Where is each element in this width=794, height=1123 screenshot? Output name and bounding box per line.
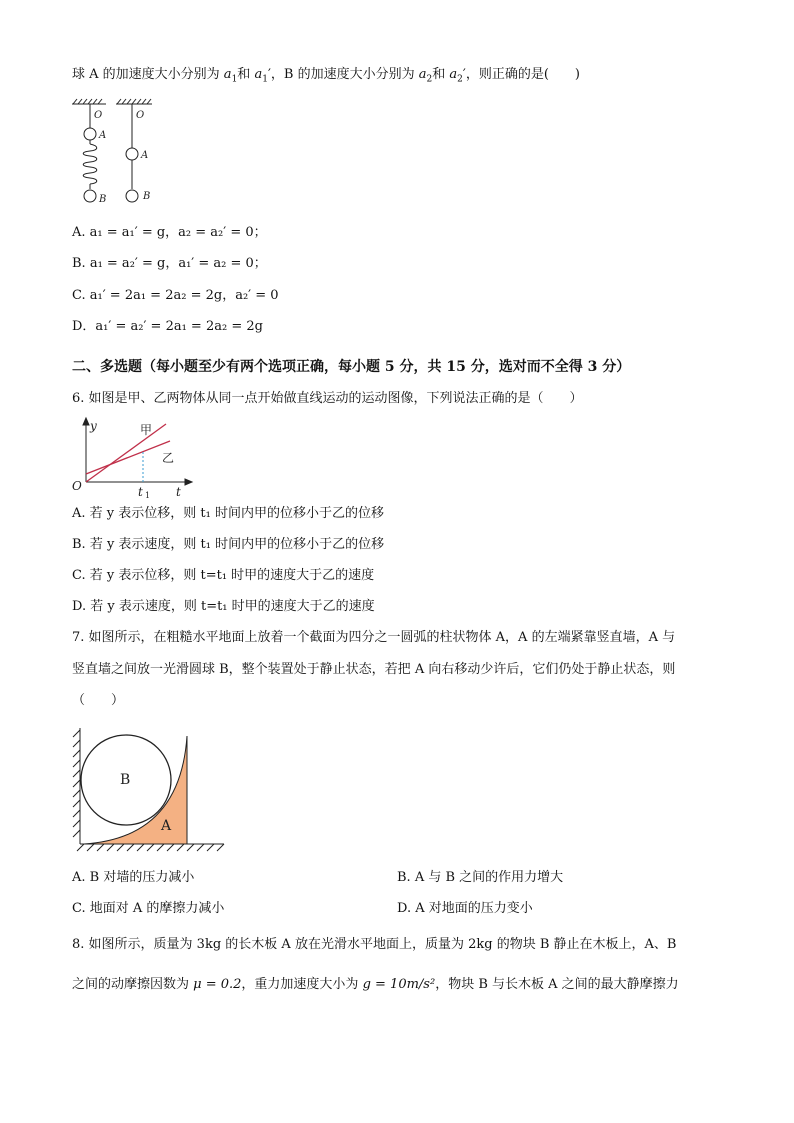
label-t: t bbox=[176, 485, 181, 498]
q5-spring-figure bbox=[70, 98, 180, 210]
q5-and2: 和 bbox=[432, 67, 450, 82]
q8-mass-b: 2kg bbox=[468, 937, 493, 952]
q8-mu: μ = 0.2 bbox=[193, 977, 242, 992]
line-jia bbox=[86, 424, 166, 482]
q8-text-1c: 的物块 B 静止在木板上，A、B bbox=[492, 937, 677, 952]
q7-stem-line1: 7. 如图所示，在粗糙水平地面上放着一个截面为四分之一圆弧的柱状物体 A，A 的左端紧靠竖直墙，A 与 bbox=[72, 630, 676, 645]
q8-text-1b: 的长木板 A 放在光滑水平地面上，质量为 bbox=[221, 937, 469, 952]
q7-wall-figure bbox=[70, 726, 232, 854]
q6-option-a: A. 若 y 表示位移，则 t₁ 时间内甲的位移小于乙的位移 bbox=[72, 506, 384, 521]
q5-and: 和 bbox=[237, 67, 255, 82]
t-axis-arrow bbox=[185, 479, 192, 485]
q6-stem: 6. 如图是甲、乙两物体从同一点开始做直线运动的运动图像，下列说法正确的是（ ） bbox=[72, 391, 583, 406]
label-a-right: A bbox=[141, 150, 149, 161]
label-t1-sub: 1 bbox=[145, 491, 151, 498]
q5-stem: 球 A 的加速度大小分别为 $a_1$和 $a_1'$，B 的加速度大小分别为 $a_2$和 $a_2'$，则正确的是( ) bbox=[72, 67, 580, 85]
q8-g: g = 10m/s² bbox=[362, 977, 436, 992]
q5-option-a: A. a₁ = a₁′ = g，a₂ = a₂′ = 0； bbox=[72, 225, 267, 240]
y-axis-arrow bbox=[83, 418, 89, 425]
label-origin: O bbox=[72, 479, 82, 493]
q5-mid: ，B 的加速度大小分别为 bbox=[270, 67, 419, 82]
q8-stem-line2 bbox=[72, 976, 679, 994]
q5-a1p: a bbox=[254, 67, 263, 82]
q5-a2: a bbox=[418, 67, 427, 82]
q7-stem-line3: （ ） bbox=[72, 693, 125, 708]
q8-text-2c: ，物块 B 与长木板 A 之间的最大静摩擦力 bbox=[435, 977, 679, 992]
q5-stem-text: 球 A 的加速度大小分别为 bbox=[72, 67, 224, 82]
label-b-right: B bbox=[143, 191, 151, 202]
q7-option-b: B. A 与 B 之间的作用力增大 bbox=[397, 870, 564, 885]
q6-option-d: D. 若 y 表示速度，则 t=t₁ 时甲的速度大于乙的速度 bbox=[72, 599, 375, 614]
q7-option-c: C. 地面对 A 的摩擦力减小 bbox=[72, 901, 225, 916]
ball-a-right bbox=[126, 148, 138, 160]
q5-a2p-sub: 2 bbox=[457, 74, 463, 85]
ball-a-left bbox=[84, 128, 96, 140]
label-y: y bbox=[90, 419, 97, 433]
q5-option-c: C. a₁′ = 2a₁ = 2a₂ = 2g，a₂′ = 0 bbox=[72, 288, 279, 303]
q5-a2p: a bbox=[449, 67, 458, 82]
section-heading: 二、多选题（每小题至少有两个选项正确，每小题 5 分，共 15 分，选对而不全得 3 分） bbox=[72, 359, 631, 375]
q5-option-d: D．a₁′ = a₂′ = 2a₁ = 2a₂ = 2g bbox=[72, 319, 263, 334]
q6-graph-figure bbox=[70, 416, 195, 498]
spring bbox=[83, 144, 97, 184]
label-t1: t bbox=[138, 485, 143, 498]
ball-b-left bbox=[84, 190, 96, 202]
q7-option-d: D. A 对地面的压力变小 bbox=[397, 901, 533, 916]
label-a-left: A bbox=[99, 130, 107, 141]
q7-stem-line2: 竖直墙之间放一光滑圆球 B，整个装置处于静止状态，若把 A 向右移动少许后，它们仍处于静止状态，则 bbox=[72, 662, 676, 677]
label-o-right: O bbox=[136, 110, 145, 121]
q7-option-a: A. B 对墙的压力减小 bbox=[72, 870, 195, 885]
q6-option-b: B. 若 y 表示速度，则 t₁ 时间内甲的位移小于乙的位移 bbox=[72, 537, 385, 552]
q5-option-b: B. a₁ = a₂′ = g，a₁′ = a₂ = 0； bbox=[72, 256, 267, 271]
q5-end: ，则正确的是( ) bbox=[465, 67, 580, 82]
q5-a1p-sub: 1 bbox=[262, 74, 268, 85]
q8-text-2a: 之间的动摩擦因数为 bbox=[72, 977, 194, 992]
label-yi: 乙 bbox=[162, 451, 175, 465]
label-jia: 甲 bbox=[140, 423, 153, 437]
q8-text-2b: ，重力加速度大小为 bbox=[241, 977, 363, 992]
q8-text-1a: 8. 如图所示，质量为 bbox=[72, 937, 197, 952]
label-b-left: B bbox=[99, 194, 107, 205]
q6-option-c: C. 若 y 表示位移，则 t=t₁ 时甲的速度大于乙的速度 bbox=[72, 568, 375, 583]
q5-a1-sub: 1 bbox=[231, 74, 238, 85]
label-b: B bbox=[120, 772, 131, 788]
q5-a2-sub: 2 bbox=[426, 74, 433, 85]
q8-mass-a: 3kg bbox=[196, 937, 222, 952]
ball-b-right bbox=[126, 190, 138, 202]
q8-stem-line1 bbox=[72, 936, 676, 954]
label-o-left: O bbox=[94, 110, 103, 121]
q5-a1: a bbox=[223, 67, 232, 82]
label-a: A bbox=[161, 818, 172, 834]
line-yi bbox=[86, 441, 170, 474]
